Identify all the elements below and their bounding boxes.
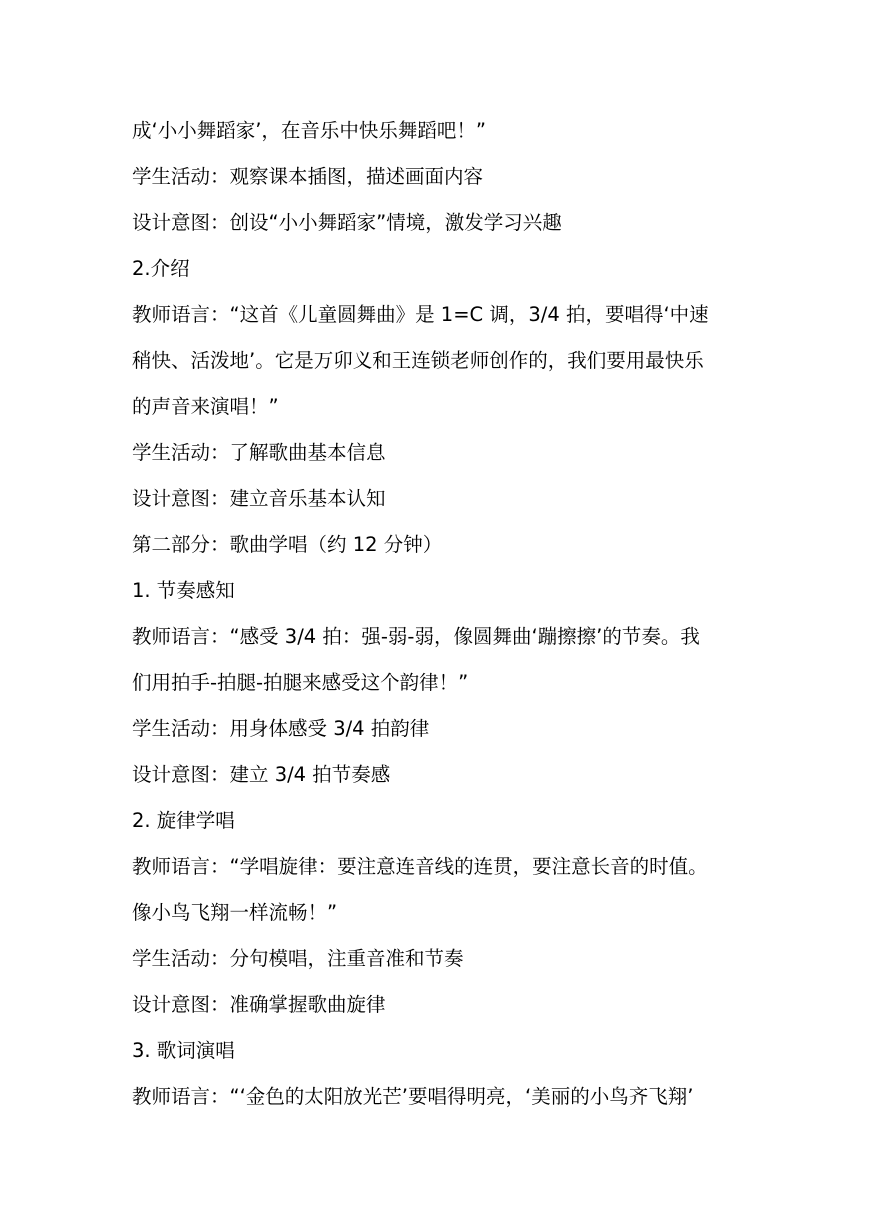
text-line: 们用拍手-拍腿-拍腿来感受这个韵律！” [132, 671, 469, 694]
text-line: 教师语言：“这首《儿童圆舞曲》是 1=C 调，3/4 拍，要唱得‘中速 [132, 303, 709, 326]
text-line: 教师语言：“感受 3/4 拍：强-弱-弱，像圆舞曲‘蹦擦擦’的节奏。我 [132, 625, 700, 648]
text-line: 稍快、活泼地’。它是万卯义和王连锁老师创作的，我们要用最快乐 [132, 349, 704, 372]
text-line: 学生活动：观察课本插图，描述画面内容 [132, 165, 484, 188]
text-line: 设计意图：建立音乐基本认知 [132, 487, 386, 510]
text-line: 设计意图：建立 3/4 拍节奏感 [132, 763, 391, 786]
text-line: 成‘小小舞蹈家’，在音乐中快乐舞蹈吧！” [132, 119, 486, 142]
text-line: 设计意图：准确掌握歌曲旋律 [132, 993, 386, 1016]
text-line: 像小鸟飞翔一样流畅！” [132, 901, 338, 924]
document-body [132, 108, 742, 1120]
text-line: 教师语言：“学唱旋律：要注意连音线的连贯，要注意长音的时值。 [132, 855, 708, 878]
text-line: 教师语言：“‘金色的太阳放光芒’要唱得明亮，‘美丽的小鸟齐飞翔’ [132, 1085, 694, 1108]
section-heading: 2.介绍 [132, 257, 190, 280]
text-line: 设计意图：创设“小小舞蹈家”情境，激发学习兴趣 [132, 211, 562, 234]
text-line: 学生活动：用身体感受 3/4 拍韵律 [132, 717, 430, 740]
section-heading: 2. 旋律学唱 [132, 809, 235, 832]
section-heading: 1. 节奏感知 [132, 579, 235, 602]
text-line: 学生活动：分句模唱，注重音准和节奏 [132, 947, 464, 970]
part-heading: 第二部分：歌曲学唱（约 12 分钟） [132, 533, 443, 556]
section-heading: 3. 歌词演唱 [132, 1039, 235, 1062]
text-line: 学生活动：了解歌曲基本信息 [132, 441, 386, 464]
text-line: 的声音来演唱！” [132, 395, 279, 418]
